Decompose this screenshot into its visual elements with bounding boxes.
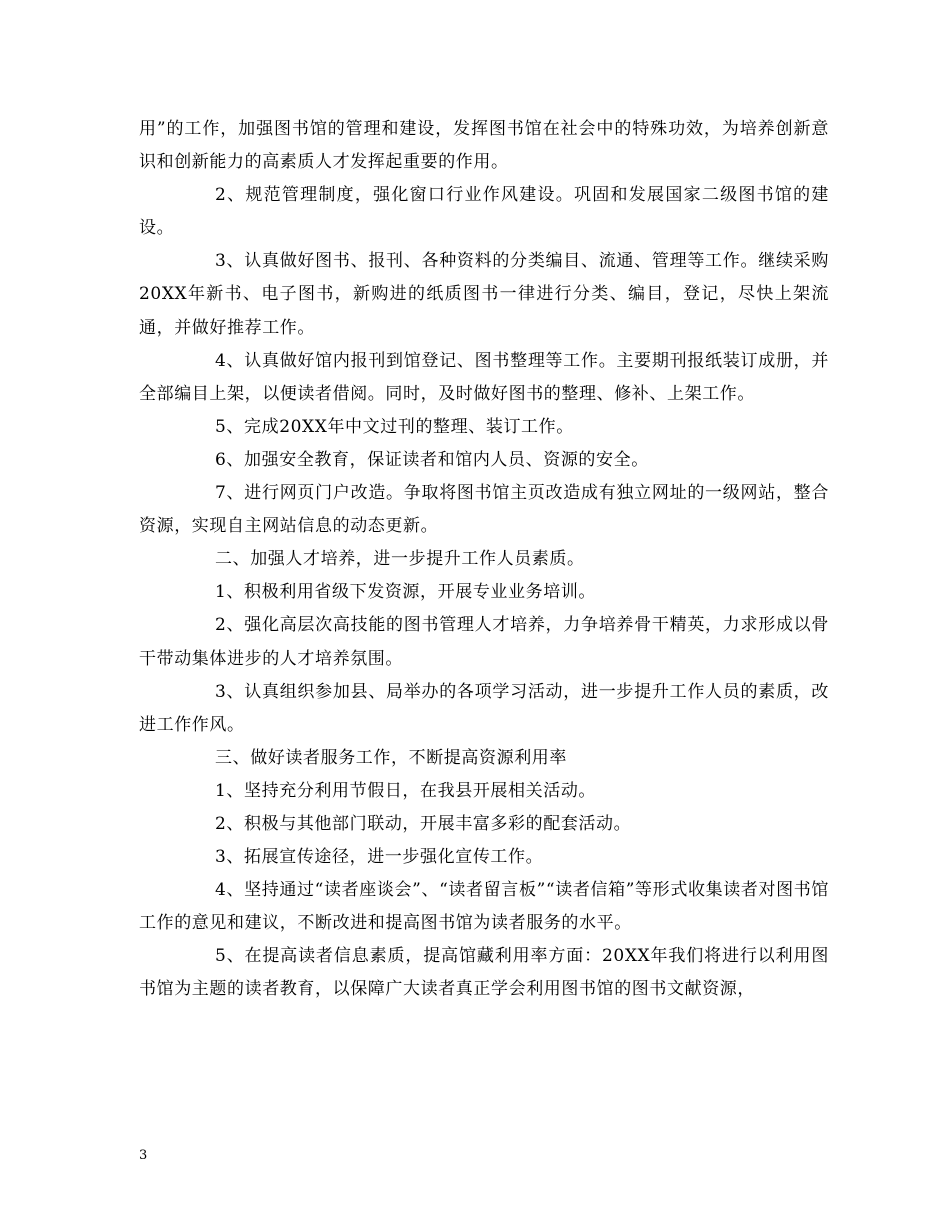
section-heading: 二、加强人才培养，进一步提升工作人员素质。 — [215, 549, 585, 570]
document-body — [139, 113, 829, 1007]
paragraph: 4、坚持通过“读者座谈会”、“读者留言板”“读者信箱”等形式收集读者对图书馆工作的意见和建议，不断改进和提高图书馆为读者服务的水平。 — [139, 880, 829, 934]
paragraph: 5、完成20XX年中文过刊的整理、装订工作。 — [215, 416, 574, 437]
paragraph: 2、强化高层次高技能的图书管理人才培养，力争培养骨干精英，力求形成以骨干带动集体进步的人才培养氛围。 — [139, 615, 829, 669]
paragraph: 2、规范管理制度，强化窗口行业作风建设。巩固和发展国家二级图书馆的建设。 — [139, 185, 829, 239]
paragraph: 4、认真做好馆内报刊到馆登记、图书整理等工作。主要期刊报纸装订成册，并全部编目上架，以便读者借阅。同时，及时做好图书的整理、修补、上架工作。 — [139, 350, 829, 404]
paragraph: 3、认真做好图书、报刊、各种资料的分类编目、流通、管理等工作。继续采购20XX年新书、电子图书，新购进的纸质图书一律进行分类、编目，登记，尽快上架流通，并做好推荐工作。 — [139, 251, 829, 338]
section-heading: 三、做好读者服务工作，不断提高资源利用率 — [215, 747, 567, 768]
paragraph: 1、坚持充分利用节假日，在我县开展相关活动。 — [215, 780, 597, 801]
paragraph: 6、加强安全教育，保证读者和馆内人员、资源的安全。 — [215, 449, 649, 470]
paragraph: 7、进行网页门户改造。争取将图书馆主页改造成有独立网址的一级网站，整合资源，实现自主网站信息的动态更新。 — [139, 483, 829, 537]
paragraph: 3、拓展宣传途径，进一步强化宣传工作。 — [215, 847, 544, 868]
paragraph: 2、积极与其他部门联动，开展丰富多彩的配套活动。 — [215, 813, 632, 834]
paragraph: 1、积极利用省级下发资源，开展专业业务培训。 — [215, 582, 597, 603]
paragraph: 5、在提高读者信息素质，提高馆藏利用率方面：20XX年我们将进行以利用图书馆为主题的读者教育，以保障广大读者真正学会利用图书馆的图书文献资源， — [139, 946, 829, 1000]
page-number: 3 — [139, 1148, 148, 1163]
paragraph: 3、认真组织参加县、局举办的各项学习活动，进一步提升工作人员的素质，改进工作作风。 — [139, 681, 829, 735]
paragraph: 用”的工作，加强图书馆的管理和建设，发挥图书馆在社会中的特殊功效，为培养创新意识和创新能力的高素质人才发挥起重要的作用。 — [139, 119, 829, 173]
